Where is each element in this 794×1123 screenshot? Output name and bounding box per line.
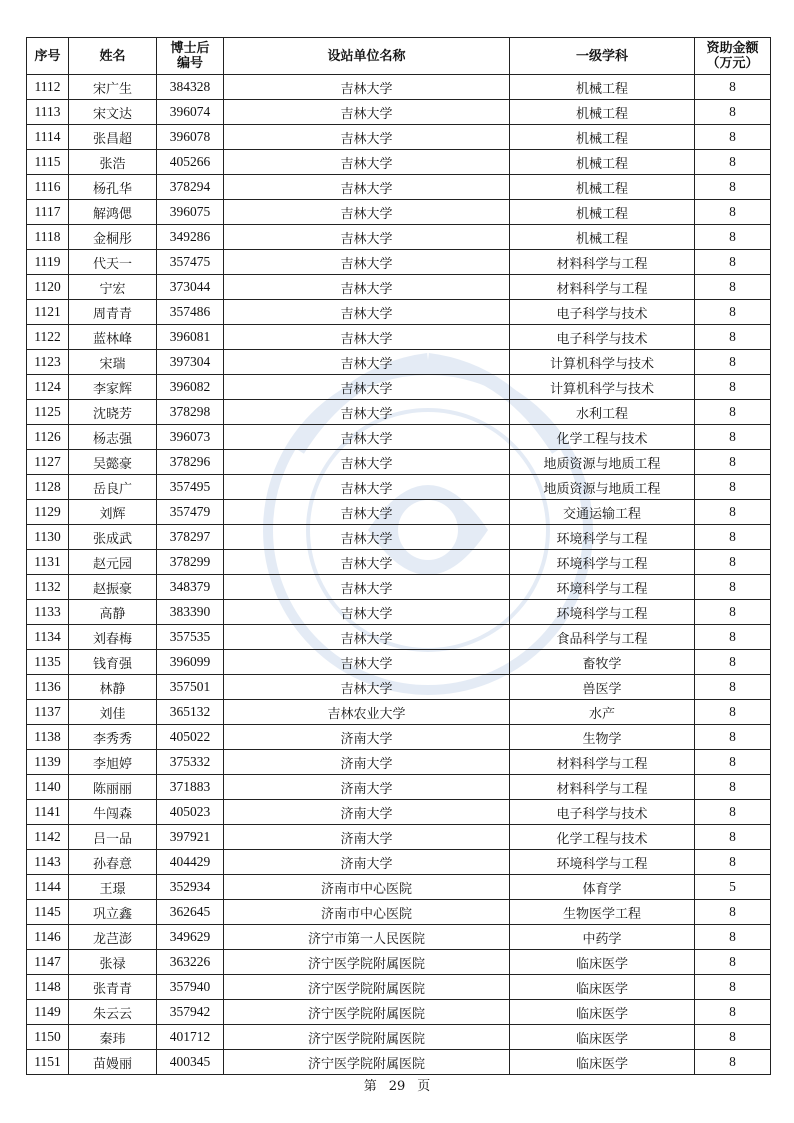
cell-postdoc-id: 396075 bbox=[157, 200, 224, 225]
cell-name: 张成武 bbox=[69, 525, 157, 550]
table-row bbox=[27, 400, 771, 425]
cell-subject: 地质资源与地质工程 bbox=[510, 450, 695, 475]
header-amount-line1: 资助金额 bbox=[706, 41, 759, 56]
cell-amount: 8 bbox=[695, 200, 771, 225]
cell-name: 巩立鑫 bbox=[69, 900, 157, 925]
cell-amount: 8 bbox=[695, 250, 771, 275]
cell-name: 周青青 bbox=[69, 300, 157, 325]
cell-postdoc-id: 383390 bbox=[157, 600, 224, 625]
cell-unit: 济南大学 bbox=[224, 825, 510, 850]
cell-unit: 济南大学 bbox=[224, 750, 510, 775]
table-row bbox=[27, 825, 771, 850]
cell-seq: 1148 bbox=[27, 975, 69, 1000]
cell-unit: 济南大学 bbox=[224, 850, 510, 875]
cell-subject: 生物医学工程 bbox=[510, 900, 695, 925]
cell-name: 秦玮 bbox=[69, 1025, 157, 1050]
cell-unit: 吉林大学 bbox=[224, 350, 510, 375]
table-row bbox=[27, 375, 771, 400]
cell-subject: 环境科学与工程 bbox=[510, 575, 695, 600]
cell-postdoc-id: 405023 bbox=[157, 800, 224, 825]
cell-postdoc-id: 396081 bbox=[157, 325, 224, 350]
cell-seq: 1131 bbox=[27, 550, 69, 575]
cell-subject: 临床医学 bbox=[510, 1050, 695, 1075]
cell-name: 李家辉 bbox=[69, 375, 157, 400]
cell-subject: 电子科学与技术 bbox=[510, 325, 695, 350]
cell-unit: 吉林大学 bbox=[224, 425, 510, 450]
cell-unit: 吉林大学 bbox=[224, 400, 510, 425]
cell-postdoc-id: 378298 bbox=[157, 400, 224, 425]
cell-name: 孙春意 bbox=[69, 850, 157, 875]
cell-name: 林静 bbox=[69, 675, 157, 700]
cell-unit: 吉林大学 bbox=[224, 675, 510, 700]
cell-postdoc-id: 357501 bbox=[157, 675, 224, 700]
cell-unit: 吉林大学 bbox=[224, 375, 510, 400]
cell-subject: 临床医学 bbox=[510, 1025, 695, 1050]
cell-amount: 8 bbox=[695, 275, 771, 300]
table-row bbox=[27, 300, 771, 325]
cell-seq: 1113 bbox=[27, 100, 69, 125]
table-row bbox=[27, 100, 771, 125]
footer-suffix: 页 bbox=[417, 1079, 431, 1094]
cell-seq: 1118 bbox=[27, 225, 69, 250]
table-row bbox=[27, 325, 771, 350]
cell-name: 李秀秀 bbox=[69, 725, 157, 750]
cell-amount: 8 bbox=[695, 375, 771, 400]
cell-subject: 交通运输工程 bbox=[510, 500, 695, 525]
cell-amount: 8 bbox=[695, 625, 771, 650]
cell-seq: 1138 bbox=[27, 725, 69, 750]
cell-amount: 8 bbox=[695, 700, 771, 725]
cell-unit: 吉林大学 bbox=[224, 325, 510, 350]
table-row bbox=[27, 500, 771, 525]
cell-amount: 8 bbox=[695, 775, 771, 800]
cell-seq: 1114 bbox=[27, 125, 69, 150]
cell-amount: 8 bbox=[695, 600, 771, 625]
header-amount bbox=[695, 38, 771, 75]
table-row bbox=[27, 250, 771, 275]
cell-name: 刘佳 bbox=[69, 700, 157, 725]
cell-postdoc-id: 396099 bbox=[157, 650, 224, 675]
cell-unit: 济宁医学院附属医院 bbox=[224, 975, 510, 1000]
table-row bbox=[27, 925, 771, 950]
cell-seq: 1139 bbox=[27, 750, 69, 775]
table-row bbox=[27, 650, 771, 675]
table-row bbox=[27, 1050, 771, 1075]
table-header-row bbox=[27, 38, 771, 75]
cell-subject: 化学工程与技术 bbox=[510, 825, 695, 850]
cell-seq: 1124 bbox=[27, 375, 69, 400]
cell-postdoc-id: 362645 bbox=[157, 900, 224, 925]
cell-name: 朱云云 bbox=[69, 1000, 157, 1025]
cell-amount: 8 bbox=[695, 975, 771, 1000]
cell-name: 岳良广 bbox=[69, 475, 157, 500]
cell-postdoc-id: 349629 bbox=[157, 925, 224, 950]
cell-seq: 1116 bbox=[27, 175, 69, 200]
cell-seq: 1128 bbox=[27, 475, 69, 500]
table-row bbox=[27, 425, 771, 450]
cell-unit: 吉林大学 bbox=[224, 625, 510, 650]
header-unit: 设站单位名称 bbox=[224, 38, 510, 75]
cell-postdoc-id: 378294 bbox=[157, 175, 224, 200]
cell-amount: 8 bbox=[695, 1050, 771, 1075]
cell-postdoc-id: 384328 bbox=[157, 75, 224, 100]
table-row bbox=[27, 175, 771, 200]
cell-seq: 1145 bbox=[27, 900, 69, 925]
cell-amount: 8 bbox=[695, 925, 771, 950]
table-row bbox=[27, 850, 771, 875]
cell-name: 沈晓芳 bbox=[69, 400, 157, 425]
cell-postdoc-id: 357479 bbox=[157, 500, 224, 525]
table-row bbox=[27, 1025, 771, 1050]
cell-name: 陈丽丽 bbox=[69, 775, 157, 800]
cell-unit: 吉林大学 bbox=[224, 450, 510, 475]
cell-amount: 5 bbox=[695, 875, 771, 900]
cell-postdoc-id: 357940 bbox=[157, 975, 224, 1000]
cell-seq: 1147 bbox=[27, 950, 69, 975]
cell-subject: 机械工程 bbox=[510, 175, 695, 200]
cell-postdoc-id: 397304 bbox=[157, 350, 224, 375]
cell-postdoc-id: 405022 bbox=[157, 725, 224, 750]
cell-postdoc-id: 397921 bbox=[157, 825, 224, 850]
cell-unit: 吉林大学 bbox=[224, 200, 510, 225]
cell-postdoc-id: 357486 bbox=[157, 300, 224, 325]
cell-postdoc-id: 396078 bbox=[157, 125, 224, 150]
table-row bbox=[27, 525, 771, 550]
cell-subject: 临床医学 bbox=[510, 950, 695, 975]
cell-subject: 机械工程 bbox=[510, 200, 695, 225]
cell-amount: 8 bbox=[695, 450, 771, 475]
cell-name: 宁宏 bbox=[69, 275, 157, 300]
table-row bbox=[27, 725, 771, 750]
table-row bbox=[27, 625, 771, 650]
cell-postdoc-id: 349286 bbox=[157, 225, 224, 250]
footer-page-number: 29 bbox=[388, 1079, 406, 1094]
cell-name: 宋文达 bbox=[69, 100, 157, 125]
table-row bbox=[27, 450, 771, 475]
cell-unit: 济宁医学院附属医院 bbox=[224, 950, 510, 975]
cell-amount: 8 bbox=[695, 225, 771, 250]
cell-unit: 吉林大学 bbox=[224, 525, 510, 550]
cell-postdoc-id: 357495 bbox=[157, 475, 224, 500]
cell-subject: 机械工程 bbox=[510, 100, 695, 125]
cell-subject: 兽医学 bbox=[510, 675, 695, 700]
cell-subject: 机械工程 bbox=[510, 225, 695, 250]
cell-unit: 吉林大学 bbox=[224, 125, 510, 150]
cell-name: 刘辉 bbox=[69, 500, 157, 525]
cell-seq: 1144 bbox=[27, 875, 69, 900]
cell-amount: 8 bbox=[695, 950, 771, 975]
cell-subject: 环境科学与工程 bbox=[510, 850, 695, 875]
cell-name: 解鸿偲 bbox=[69, 200, 157, 225]
cell-amount: 8 bbox=[695, 575, 771, 600]
cell-amount: 8 bbox=[695, 150, 771, 175]
cell-subject: 机械工程 bbox=[510, 125, 695, 150]
header-subject: 一级学科 bbox=[510, 38, 695, 75]
cell-postdoc-id: 396074 bbox=[157, 100, 224, 125]
cell-amount: 8 bbox=[695, 425, 771, 450]
table-row bbox=[27, 700, 771, 725]
cell-subject: 环境科学与工程 bbox=[510, 525, 695, 550]
cell-name: 钱育强 bbox=[69, 650, 157, 675]
cell-seq: 1115 bbox=[27, 150, 69, 175]
cell-amount: 8 bbox=[695, 800, 771, 825]
cell-amount: 8 bbox=[695, 350, 771, 375]
cell-unit: 吉林大学 bbox=[224, 150, 510, 175]
header-seq: 序号 bbox=[27, 38, 69, 75]
cell-subject: 材料科学与工程 bbox=[510, 275, 695, 300]
cell-postdoc-id: 404429 bbox=[157, 850, 224, 875]
table-row bbox=[27, 600, 771, 625]
table-row bbox=[27, 1000, 771, 1025]
cell-amount: 8 bbox=[695, 1000, 771, 1025]
cell-seq: 1134 bbox=[27, 625, 69, 650]
cell-subject: 中药学 bbox=[510, 925, 695, 950]
cell-unit: 济宁市第一人民医院 bbox=[224, 925, 510, 950]
cell-amount: 8 bbox=[695, 475, 771, 500]
cell-name: 宋瑞 bbox=[69, 350, 157, 375]
cell-amount: 8 bbox=[695, 125, 771, 150]
table-row bbox=[27, 975, 771, 1000]
table-row bbox=[27, 550, 771, 575]
cell-unit: 吉林大学 bbox=[224, 500, 510, 525]
table-body bbox=[27, 75, 771, 1075]
footer-prefix: 第 bbox=[363, 1079, 377, 1094]
table-row bbox=[27, 75, 771, 100]
cell-unit: 济南大学 bbox=[224, 800, 510, 825]
table-row bbox=[27, 575, 771, 600]
table-row bbox=[27, 275, 771, 300]
cell-subject: 临床医学 bbox=[510, 1000, 695, 1025]
cell-subject: 环境科学与工程 bbox=[510, 600, 695, 625]
cell-postdoc-id: 363226 bbox=[157, 950, 224, 975]
cell-unit: 济宁医学院附属医院 bbox=[224, 1050, 510, 1075]
cell-seq: 1146 bbox=[27, 925, 69, 950]
cell-name: 龙芑澎 bbox=[69, 925, 157, 950]
cell-amount: 8 bbox=[695, 675, 771, 700]
header-name: 姓名 bbox=[69, 38, 157, 75]
cell-unit: 吉林大学 bbox=[224, 175, 510, 200]
cell-subject: 机械工程 bbox=[510, 150, 695, 175]
table-row bbox=[27, 900, 771, 925]
cell-seq: 1133 bbox=[27, 600, 69, 625]
page-footer bbox=[0, 1075, 794, 1094]
cell-subject: 材料科学与工程 bbox=[510, 750, 695, 775]
cell-name: 苗嫚丽 bbox=[69, 1050, 157, 1075]
table-row bbox=[27, 775, 771, 800]
cell-postdoc-id: 357475 bbox=[157, 250, 224, 275]
cell-name: 牛闯森 bbox=[69, 800, 157, 825]
cell-subject: 畜牧学 bbox=[510, 650, 695, 675]
cell-postdoc-id: 357942 bbox=[157, 1000, 224, 1025]
cell-amount: 8 bbox=[695, 175, 771, 200]
cell-name: 吕一品 bbox=[69, 825, 157, 850]
table-row bbox=[27, 150, 771, 175]
cell-subject: 临床医学 bbox=[510, 975, 695, 1000]
cell-seq: 1142 bbox=[27, 825, 69, 850]
cell-unit: 吉林大学 bbox=[224, 75, 510, 100]
cell-amount: 8 bbox=[695, 75, 771, 100]
cell-subject: 化学工程与技术 bbox=[510, 425, 695, 450]
cell-name: 吴懿豪 bbox=[69, 450, 157, 475]
cell-subject: 电子科学与技术 bbox=[510, 800, 695, 825]
cell-name: 宋广生 bbox=[69, 75, 157, 100]
cell-amount: 8 bbox=[695, 325, 771, 350]
cell-postdoc-id: 378296 bbox=[157, 450, 224, 475]
cell-unit: 吉林大学 bbox=[224, 225, 510, 250]
cell-seq: 1136 bbox=[27, 675, 69, 700]
cell-name: 赵振豪 bbox=[69, 575, 157, 600]
cell-postdoc-id: 396082 bbox=[157, 375, 224, 400]
cell-unit: 济宁医学院附属医院 bbox=[224, 1000, 510, 1025]
cell-postdoc-id: 373044 bbox=[157, 275, 224, 300]
cell-unit: 吉林大学 bbox=[224, 300, 510, 325]
cell-amount: 8 bbox=[695, 750, 771, 775]
cell-amount: 8 bbox=[695, 900, 771, 925]
cell-name: 高静 bbox=[69, 600, 157, 625]
cell-unit: 吉林农业大学 bbox=[224, 700, 510, 725]
cell-name: 王璟 bbox=[69, 875, 157, 900]
header-postdoc-id-line1: 博士后 bbox=[170, 41, 210, 56]
cell-name: 张昌超 bbox=[69, 125, 157, 150]
cell-seq: 1119 bbox=[27, 250, 69, 275]
cell-amount: 8 bbox=[695, 1025, 771, 1050]
cell-unit: 吉林大学 bbox=[224, 475, 510, 500]
header-postdoc-id bbox=[157, 38, 224, 75]
cell-seq: 1132 bbox=[27, 575, 69, 600]
cell-seq: 1151 bbox=[27, 1050, 69, 1075]
cell-amount: 8 bbox=[695, 725, 771, 750]
table-row bbox=[27, 200, 771, 225]
cell-subject: 计算机科学与技术 bbox=[510, 350, 695, 375]
table-row bbox=[27, 225, 771, 250]
cell-seq: 1125 bbox=[27, 400, 69, 425]
cell-name: 杨孔华 bbox=[69, 175, 157, 200]
cell-amount: 8 bbox=[695, 400, 771, 425]
cell-subject: 计算机科学与技术 bbox=[510, 375, 695, 400]
table-row bbox=[27, 125, 771, 150]
cell-subject: 水产 bbox=[510, 700, 695, 725]
cell-unit: 济南大学 bbox=[224, 725, 510, 750]
cell-postdoc-id: 401712 bbox=[157, 1025, 224, 1050]
cell-name: 李旭婷 bbox=[69, 750, 157, 775]
cell-seq: 1140 bbox=[27, 775, 69, 800]
cell-seq: 1120 bbox=[27, 275, 69, 300]
cell-seq: 1130 bbox=[27, 525, 69, 550]
cell-name: 刘春梅 bbox=[69, 625, 157, 650]
cell-unit: 吉林大学 bbox=[224, 550, 510, 575]
cell-postdoc-id: 371883 bbox=[157, 775, 224, 800]
cell-seq: 1149 bbox=[27, 1000, 69, 1025]
cell-name: 蓝林峰 bbox=[69, 325, 157, 350]
cell-subject: 材料科学与工程 bbox=[510, 775, 695, 800]
cell-postdoc-id: 375332 bbox=[157, 750, 224, 775]
cell-seq: 1126 bbox=[27, 425, 69, 450]
cell-subject: 体育学 bbox=[510, 875, 695, 900]
table-row bbox=[27, 475, 771, 500]
cell-seq: 1129 bbox=[27, 500, 69, 525]
cell-postdoc-id: 365132 bbox=[157, 700, 224, 725]
cell-postdoc-id: 357535 bbox=[157, 625, 224, 650]
cell-amount: 8 bbox=[695, 550, 771, 575]
cell-seq: 1135 bbox=[27, 650, 69, 675]
table-row bbox=[27, 750, 771, 775]
cell-amount: 8 bbox=[695, 500, 771, 525]
table-row bbox=[27, 950, 771, 975]
funding-roster-table bbox=[26, 37, 771, 1075]
cell-seq: 1150 bbox=[27, 1025, 69, 1050]
cell-unit: 吉林大学 bbox=[224, 100, 510, 125]
cell-subject: 生物学 bbox=[510, 725, 695, 750]
cell-subject: 水利工程 bbox=[510, 400, 695, 425]
table-row bbox=[27, 875, 771, 900]
cell-name: 代天一 bbox=[69, 250, 157, 275]
cell-amount: 8 bbox=[695, 525, 771, 550]
cell-postdoc-id: 352934 bbox=[157, 875, 224, 900]
cell-name: 赵元园 bbox=[69, 550, 157, 575]
cell-unit: 济南大学 bbox=[224, 775, 510, 800]
table-row bbox=[27, 350, 771, 375]
cell-subject: 食品科学与工程 bbox=[510, 625, 695, 650]
cell-subject: 地质资源与地质工程 bbox=[510, 475, 695, 500]
cell-amount: 8 bbox=[695, 300, 771, 325]
header-amount-line2: （万元） bbox=[706, 56, 759, 71]
cell-name: 金桐彤 bbox=[69, 225, 157, 250]
header-postdoc-id-line2: 编号 bbox=[176, 56, 203, 71]
cell-seq: 1143 bbox=[27, 850, 69, 875]
cell-unit: 济南市中心医院 bbox=[224, 900, 510, 925]
cell-seq: 1123 bbox=[27, 350, 69, 375]
table-row bbox=[27, 800, 771, 825]
cell-unit: 吉林大学 bbox=[224, 275, 510, 300]
cell-unit: 吉林大学 bbox=[224, 575, 510, 600]
cell-unit: 吉林大学 bbox=[224, 650, 510, 675]
cell-amount: 8 bbox=[695, 100, 771, 125]
table-row bbox=[27, 675, 771, 700]
cell-name: 杨志强 bbox=[69, 425, 157, 450]
cell-subject: 环境科学与工程 bbox=[510, 550, 695, 575]
cell-postdoc-id: 378297 bbox=[157, 525, 224, 550]
cell-subject: 电子科学与技术 bbox=[510, 300, 695, 325]
cell-seq: 1112 bbox=[27, 75, 69, 100]
cell-subject: 机械工程 bbox=[510, 75, 695, 100]
cell-seq: 1141 bbox=[27, 800, 69, 825]
cell-postdoc-id: 396073 bbox=[157, 425, 224, 450]
cell-amount: 8 bbox=[695, 825, 771, 850]
cell-postdoc-id: 378299 bbox=[157, 550, 224, 575]
cell-subject: 材料科学与工程 bbox=[510, 250, 695, 275]
cell-unit: 吉林大学 bbox=[224, 250, 510, 275]
cell-amount: 8 bbox=[695, 850, 771, 875]
cell-name: 张禄 bbox=[69, 950, 157, 975]
cell-name: 张浩 bbox=[69, 150, 157, 175]
cell-seq: 1121 bbox=[27, 300, 69, 325]
cell-postdoc-id: 405266 bbox=[157, 150, 224, 175]
cell-seq: 1137 bbox=[27, 700, 69, 725]
cell-seq: 1127 bbox=[27, 450, 69, 475]
cell-amount: 8 bbox=[695, 650, 771, 675]
cell-postdoc-id: 348379 bbox=[157, 575, 224, 600]
cell-unit: 济南市中心医院 bbox=[224, 875, 510, 900]
cell-unit: 济宁医学院附属医院 bbox=[224, 1025, 510, 1050]
cell-seq: 1122 bbox=[27, 325, 69, 350]
cell-name: 张青青 bbox=[69, 975, 157, 1000]
cell-seq: 1117 bbox=[27, 200, 69, 225]
cell-unit: 吉林大学 bbox=[224, 600, 510, 625]
cell-postdoc-id: 400345 bbox=[157, 1050, 224, 1075]
